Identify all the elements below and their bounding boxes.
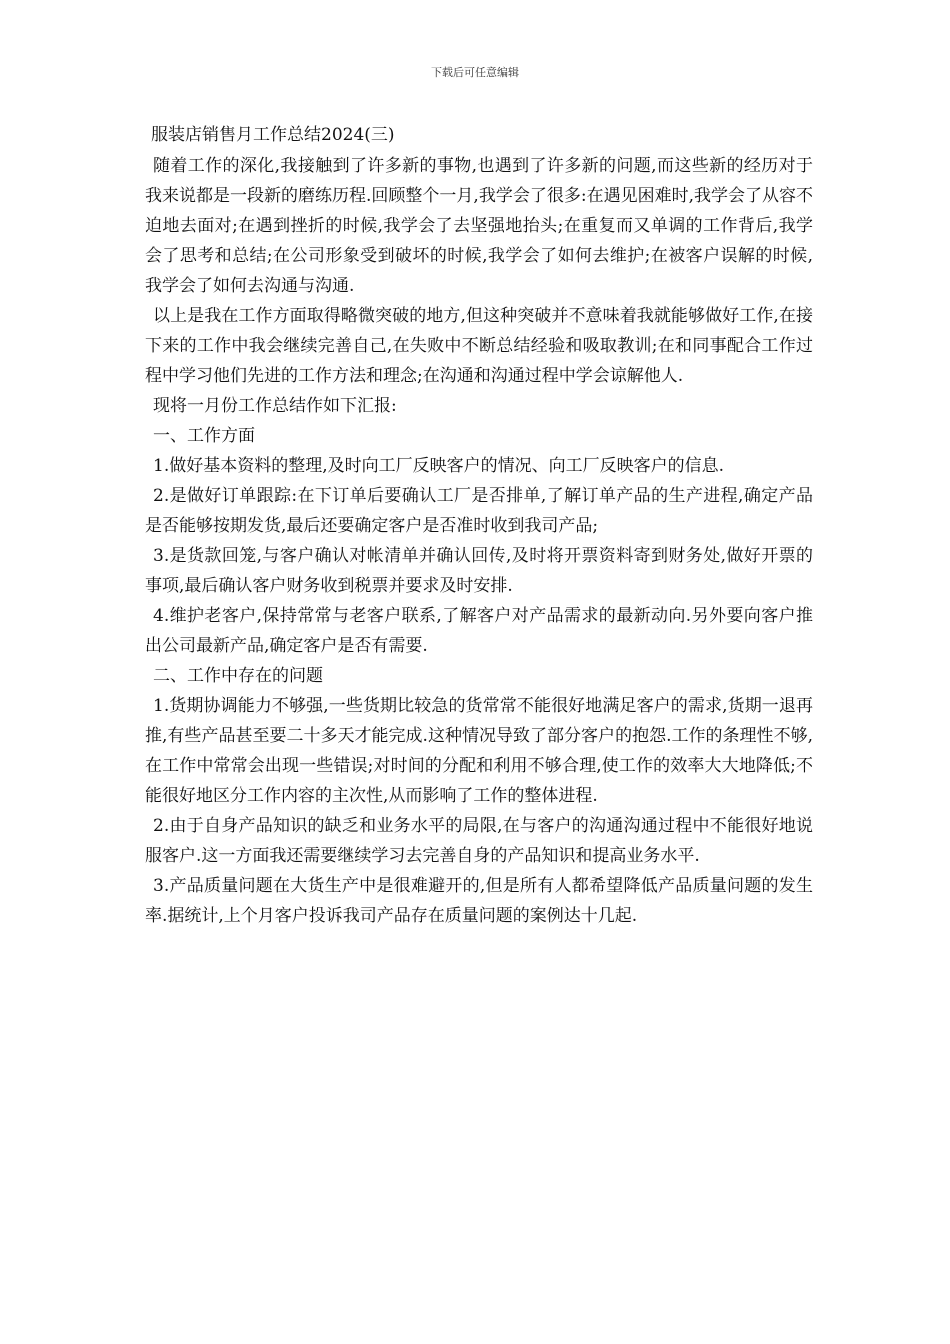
list-item-problem-2: 2.由于自身产品知识的缺乏和业务水平的局限,在与客户的沟通沟通过程中不能很好地说服客户.这一方面我还需要继续学习去完善自身的产品知识和提高业务水平. [145, 816, 813, 866]
paragraph-intro: 随着工作的深化,我接触到了许多新的事物,也遇到了许多新的问题,而这些新的经历对于我来说都是一段新的磨练历程.回顾整个一月,我学会了很多:在遇见困难时,我学会了从容不迫地去面对;在遇到挫折的时候,我学会了去坚强地抬头;在重复而又单调的工作背后,我学会了思考和总结;在公司形象受到破坏的时候,我学会了如何去维护;在被客户误解的时候,我学会了如何去沟通与沟通. [145, 156, 813, 296]
list-item-work-2: 2.是做好订单跟踪:在下订单后要确认工厂是否排单,了解订单产品的生产进程,确定产品是否能够按期发货,最后还要确定客户是否准时收到我司产品; [145, 486, 813, 536]
list-item-work-4: 4.维护老客户,保持常常与老客户联系,了解客户对产品需求的最新动向.另外要向客户推出公司最新产品,确定客户是否有需要. [145, 606, 813, 656]
paragraph-improvement: 以上是我在工作方面取得略微突破的地方,但这种突破并不意味着我就能够做好工作,在接下来的工作中我会继续完善自己,在失败中不断总结经验和吸取教训;在和同事配合工作过程中学习他们先进的工作方法和理念;在沟通和沟通过程中学会谅解他人. [145, 306, 813, 386]
page-header: 下载后可任意编辑 [431, 66, 519, 79]
list-item-problem-3: 3.产品质量问题在大货生产中是很难避开的,但是所有人都希望降低产品质量问题的发生率.据统计,上个月客户投诉我司产品存在质量问题的案例达十几起. [145, 876, 813, 926]
section-heading-problems: 二、工作中存在的问题 [153, 666, 323, 686]
document-body [145, 123, 813, 931]
list-item-work-3: 3.是货款回笼,与客户确认对帐清单并确认回传,及时将开票资料寄到财务处,做好开票的事项,最后确认客户财务收到税票并要求及时安排. [145, 546, 813, 596]
list-item-work-1: 1.做好基本资料的整理,及时向工厂反映客户的情况、向工厂反映客户的信息. [153, 456, 725, 476]
section-heading-work: 一、工作方面 [153, 426, 255, 446]
paragraph-report-intro: 现将一月份工作总结作如下汇报: [153, 396, 397, 416]
document-title: 服装店销售月工作总结2024(三) [151, 125, 395, 145]
list-item-problem-1: 1.货期协调能力不够强,一些货期比较急的货常常不能很好地满足客户的需求,货期一退再推,有些产品甚至要二十多天才能完成.这种情况导致了部分客户的抱怨.工作的条理性不够,在工作中常常会出现一些错误;对时间的分配和利用不够合理,使工作的效率大大地降低;不能很好地区分工作内容的主次性,从而影响了工作的整体进程. [145, 696, 813, 806]
